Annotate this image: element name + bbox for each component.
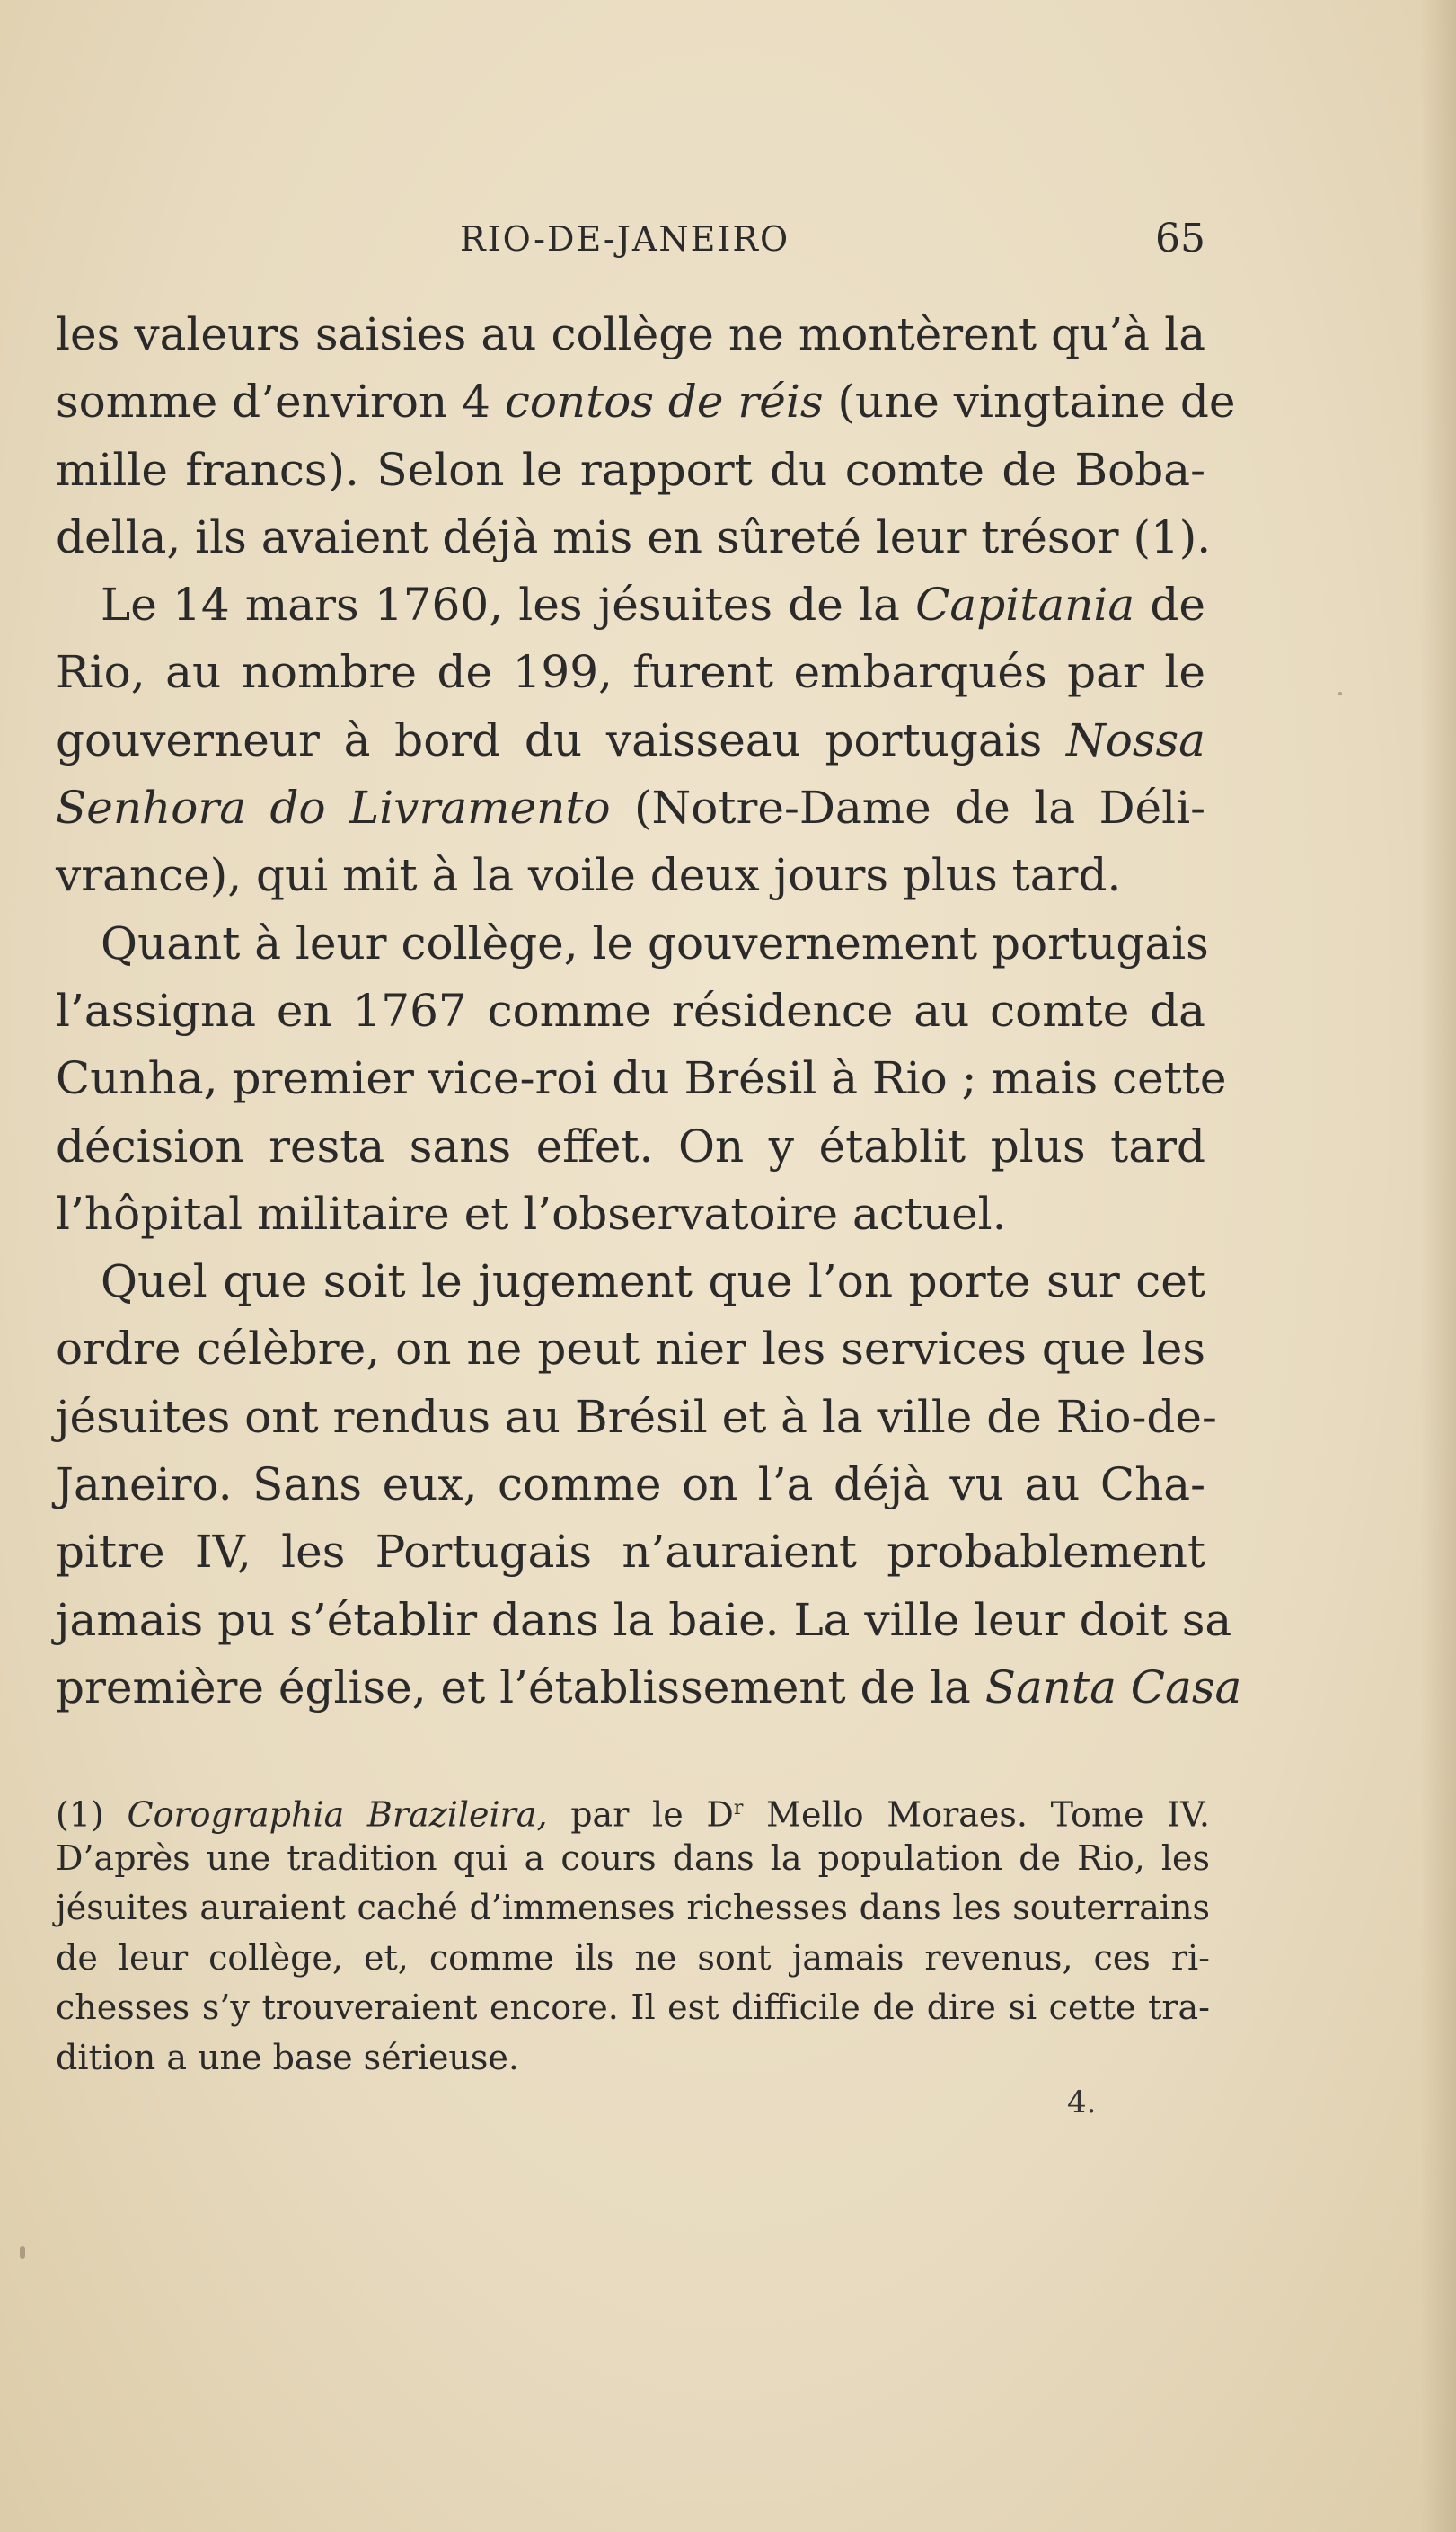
- footnote-line: chesses s’y trouveraient encore. Il est difficile de dire si cette tra-: [56, 1988, 1210, 2027]
- text-line: Senhora do Livramento (Notre-Dame de la Déli-: [56, 782, 1206, 835]
- text-line: Janeiro. Sans eux, comme on l’a déjà vu au Cha-: [56, 1458, 1205, 1511]
- text-line: della, ils avaient déjà mis en sûreté leur trésor (1).: [56, 510, 1212, 563]
- signature-mark: 4.: [1067, 2085, 1097, 2120]
- text-line: pitre IV, les Portugais n’auraient probablement: [56, 1526, 1205, 1579]
- text-line: Rio, au nombre de 199, furent embarqués par le: [56, 646, 1205, 699]
- text-line: ordre célèbre, on ne peut nier les services que les: [56, 1323, 1205, 1376]
- text-line: jésuites ont rendus au Brésil et à la ville de Rio-de-: [56, 1390, 1217, 1443]
- running-title: RIO-DE-JANEIRO: [460, 219, 790, 259]
- text-line: somme d’environ 4 contos de réis (une vingtaine de: [56, 376, 1236, 429]
- text-line: jamais pu s’établir dans la baie. La ville leur doit sa: [56, 1593, 1232, 1646]
- italic-term: contos de réis: [504, 376, 824, 429]
- footnote-line: D’après une tradition qui a cours dans la population de Rio, les: [56, 1837, 1210, 1878]
- text-line: les valeurs saisies au collège ne montèrent qu’à la: [56, 308, 1205, 360]
- text-line: mille francs). Selon le rapport du comte de Boba-: [56, 443, 1205, 496]
- footnote: [56, 1784, 1210, 2083]
- footnote-line: dition a une base sérieuse.: [56, 2037, 519, 2077]
- footnote-line: (1) Corographia Brazileira, par le $D^r$ Mello Moraes. Tome IV.: [56, 1794, 1210, 1835]
- italic-term: Capitania: [915, 579, 1135, 632]
- text-line: l’assigna en 1767 comme résidence au comte da: [56, 984, 1205, 1037]
- footnote-line: de leur collège, et, comme ils ne sont jamais revenus, ces ri-: [56, 1937, 1210, 1978]
- text-line: vrance), qui mit à la voile deux jours plus tard.: [56, 849, 1122, 902]
- footnote-line: jésuites auraient caché d’immenses richesses dans les souterrains: [56, 1888, 1210, 1927]
- ink-speck: [20, 2246, 25, 2259]
- page-header: [56, 216, 1205, 270]
- footnote-title: Corographia Brazileira,: [127, 1794, 548, 1835]
- text-line: Le 14 mars 1760, les jésuites de la Capitania de: [101, 579, 1205, 632]
- body-text: [56, 301, 1242, 1722]
- italic-term: Nossa: [1066, 713, 1205, 766]
- text-line: Cunha, premier vice-roi du Brésil à Rio ; mais cette: [56, 1052, 1227, 1105]
- text-line: première église, et l’établissement de la Santa Casa: [56, 1660, 1242, 1713]
- text-line: Quel que soit le jugement que l’on porte sur cet: [101, 1255, 1205, 1308]
- text-line: l’hôpital militaire et l’observatoire actuel.: [56, 1187, 1007, 1240]
- text-line: décision resta sans effet. On y établit plus tard: [56, 1120, 1205, 1173]
- page-number: 65: [1155, 216, 1205, 261]
- ink-speck: [1338, 692, 1342, 695]
- footnote-marker: (1): [56, 1794, 128, 1835]
- text-line: Quant à leur collège, le gouvernement portugais: [101, 916, 1209, 969]
- page-spine-shadow: [1420, 0, 1456, 2532]
- text-line: gouverneur à bord du vaisseau portugais Nossa: [56, 713, 1205, 766]
- italic-term: Senhora do Livramento: [56, 782, 611, 835]
- italic-term: Santa Casa: [984, 1660, 1242, 1713]
